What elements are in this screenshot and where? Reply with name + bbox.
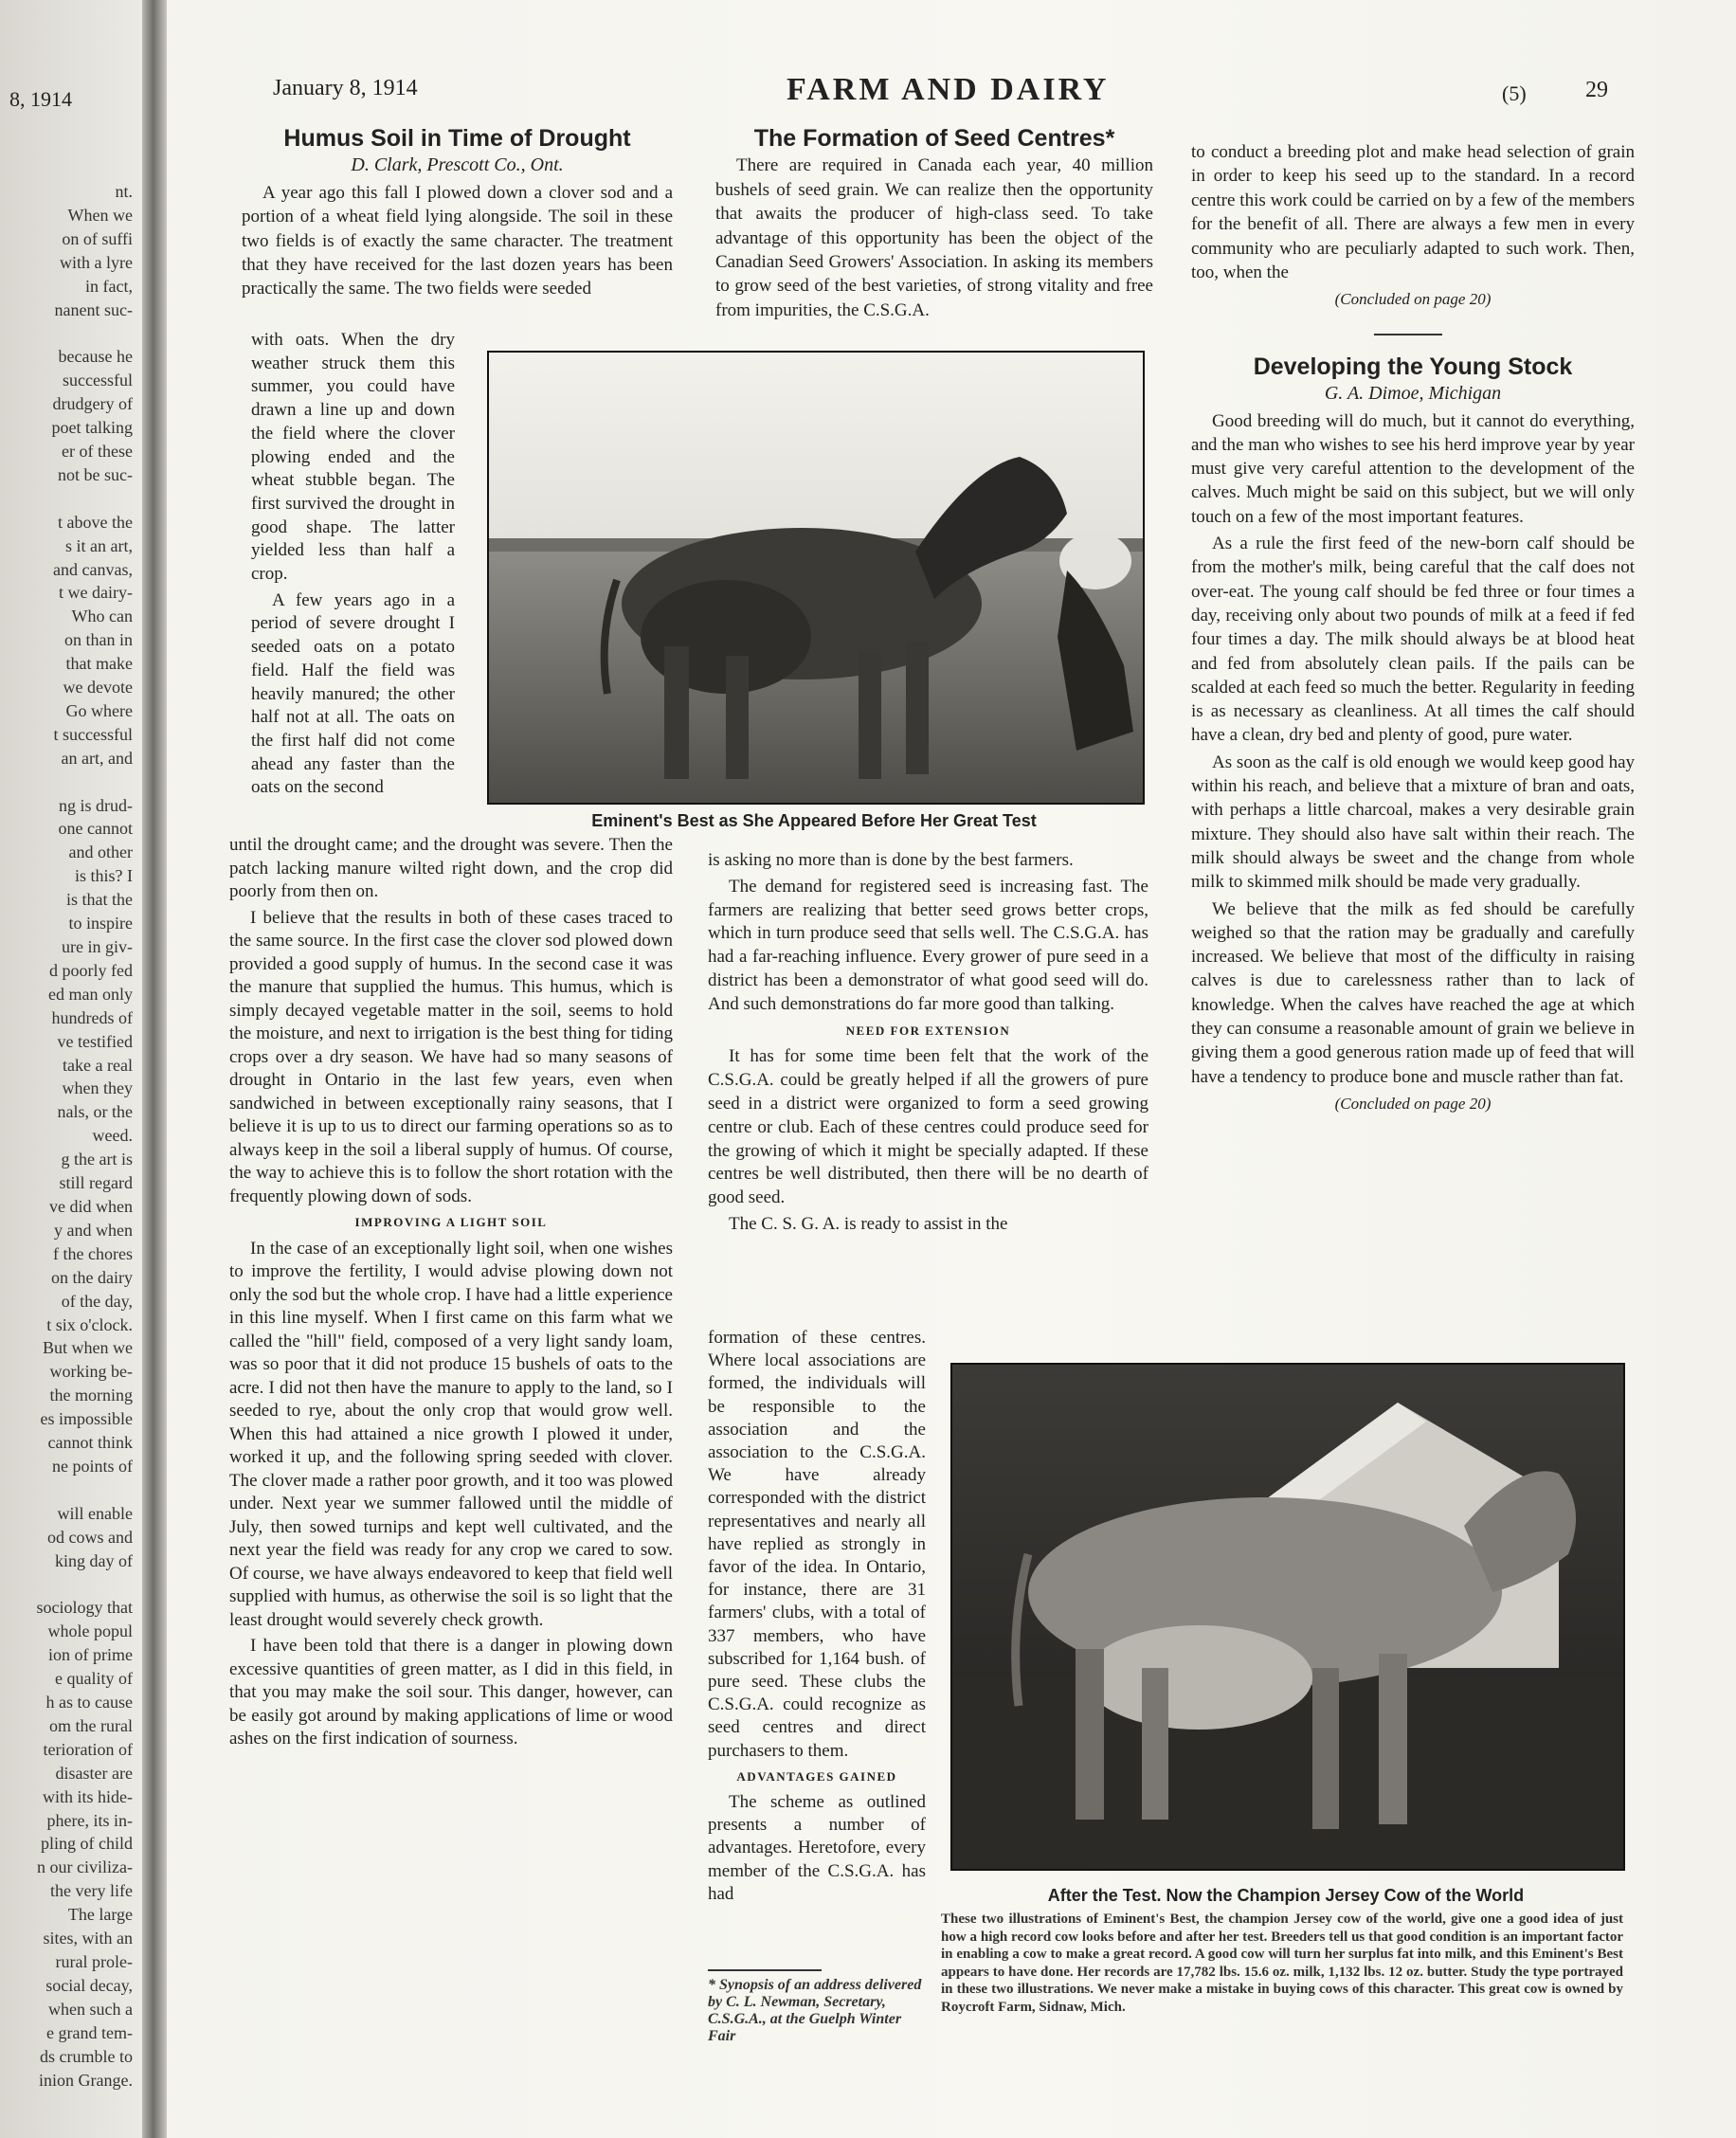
previous-page-line: whole popul — [47, 1622, 133, 1641]
previous-page-line: pling of child — [41, 1834, 133, 1854]
previous-page-line: will enable — [57, 1503, 133, 1523]
previous-page-text-column — [0, 180, 133, 2092]
previous-page-line: d poorly fed — [49, 960, 133, 980]
article-seed-middle — [708, 849, 1148, 1240]
previous-page-line: disaster are — [55, 1763, 133, 1783]
previous-page-line: not be suc- — [58, 464, 133, 484]
article-humus-narrow-column — [251, 329, 455, 803]
article-seed-header — [715, 127, 1153, 325]
previous-page-line: of the day, — [61, 1291, 133, 1311]
previous-page-line: g the art is — [61, 1150, 133, 1169]
article-paragraph: Good breeding will do much, but it cannot do everything, and the man who wishes to see his herd improve year by year must give very careful attention to the development of the calves. Much might be said on this subject, but we will only touch on a few of the most important features. — [1191, 410, 1635, 527]
previous-page-line: drudgery of — [52, 394, 133, 414]
previous-page-line: poet talking — [51, 418, 133, 438]
previous-page-line: working be- — [49, 1362, 133, 1382]
previous-page-line: Who can — [71, 607, 133, 626]
previous-page-line: y and when — [54, 1220, 133, 1240]
previous-page-line: on of suffi — [62, 228, 133, 248]
previous-page-line: e quality of — [55, 1669, 133, 1689]
issue-date: January 8, 1914 — [273, 76, 418, 100]
cow-illustration-image — [489, 353, 1143, 803]
article-footnote: * Synopsis of an address delivered by C. L. Newman, Secretary, C.S.G.A., at the Guelph Winter Fair — [708, 1977, 922, 2044]
article-separator-rule — [1374, 334, 1442, 335]
previous-page-line: on the dairy — [51, 1267, 133, 1287]
cow-illustration-image — [952, 1365, 1623, 1869]
previous-page-line: es impossible — [40, 1409, 133, 1429]
previous-page-line: sites, with an — [43, 1929, 133, 1948]
folio-number: 29 — [1585, 78, 1608, 102]
previous-page-line: ve did when — [49, 1196, 133, 1216]
previous-page-line: Go where — [65, 700, 133, 720]
previous-page-line: to inspire — [68, 914, 133, 933]
article-paragraph: The demand for registered seed is increasing fast. The farmers are realizing that better seed grows better crops, which in turn produce seed that sells well. The C.S.G.A. has had a far-reaching influence. Every grower of pure seed in a district has been a demonstrator of what good seed will do. And such demonstrations do far more good than talking. — [708, 876, 1148, 1014]
previous-page-line: phere, its in- — [46, 1810, 133, 1830]
previous-page-line: the very life — [50, 1881, 133, 1901]
continued-notice: (Concluded on page 20) — [1334, 290, 1492, 309]
previous-page-line — [0, 1572, 133, 1596]
article-paragraph: As a rule the first feed of the new-born calf should be from the mother's milk, being careful that the calf does not over-eat. The young calf should be fed three or four times a day, receiving only about two pounds of milk at a feed if fed four times a day. The milk should always be at blood heat and fed from absolutely clean pails. If the pails can be scalded at each feed so much the better. Regularity in feeding is as necessary as cleanliness. At all times the calf should have a clean, dry bed and plenty of good, pure water. — [1191, 534, 1635, 746]
previous-page-line: is this? I — [75, 866, 133, 886]
previous-page-line: social decay, — [45, 1975, 133, 1995]
article-subheading: ADVANTAGES GAINED — [736, 1768, 897, 1784]
article-paragraph: formation of these centres. Where local associations are formed, the individuals will be responsible to the association and the association to the C.S.G.A. We have already corresponded with the district representatives and nearly all have replied as strongly in favor of the idea. In Ontario, for instance, there are 31 farmers' clubs, with a total of 337 members, who have subscribed for 1,164 bush. of pure seed. These clubs the C.S.G.A. could recognize as seed centres and direct purchasers to them. — [708, 1328, 926, 1761]
previous-page-line: one cannot — [58, 819, 133, 839]
article-paragraph: I believe that the results in both of these cases traced to the same source. In the first case the clover sod plowed down provided a good supply of humus. In the second case it was the manure that supplied the humus. This humus, which is simply decayed vegetable matter in the soil, seems to hold the moisture, and next to irrigation is the best thing for tiding crops over a dry season. We have had so many seasons of drought in Ontario in the last few years, even when sandwiched in between exceptionally rainy seasons, that I believe it is up to us to direct our farming operations so as to always keep in the soil a liberal supply of humus. Of course, the way to achieve this is to follow the short rotation with the frequently plowing down of sods. — [229, 907, 673, 1206]
previous-page-line: n our civiliza- — [37, 1857, 133, 1877]
cow-photo-after-test — [950, 1363, 1625, 1871]
previous-page-line: t above the — [58, 512, 133, 532]
article-title: The Formation of Seed Centres* — [753, 125, 1115, 152]
article-subheading: IMPROVING A LIGHT SOIL — [354, 1215, 548, 1229]
photo-caption-after: After the Test. Now the Champion Jersey Cow of the World — [1047, 1886, 1525, 1905]
section-page-number: (5) — [1502, 82, 1527, 105]
newspaper-title: FARM AND DAIRY — [787, 72, 1110, 107]
previous-page-line: cannot think — [47, 1433, 133, 1453]
article-byline: G. A. Dimoe, Michigan — [1324, 383, 1502, 405]
article-paragraph: A few years ago in a period of severe drought I seeded oats on a potato field. Half the field was heavily manured; the other half not at all. The oats on the first half did not come ahead any faster than the oats on the second — [251, 589, 455, 798]
previous-page-line: that make — [65, 654, 133, 674]
article-humus-body — [229, 834, 673, 1754]
previous-page-line: ng is drud- — [59, 795, 133, 815]
previous-page-line: When we — [67, 205, 133, 225]
article-paragraph: with oats. When the dry weather struck them this summer, you could have drawn a line up and down the field where the clover plowing ended and the wheat stubble began. The first survived the drought in good shape. The latter yielded less than half a crop. — [251, 330, 455, 585]
previous-page-line: and canvas, — [53, 559, 133, 579]
previous-page-line: ne points of — [52, 1456, 133, 1476]
previous-page-line: t six o'clock. — [46, 1314, 133, 1334]
previous-page-line: s it an art, — [65, 535, 133, 555]
previous-page-line: when they — [62, 1078, 133, 1098]
cow-photo-before-test — [487, 351, 1145, 805]
previous-page-line: an art, and — [61, 748, 133, 768]
previous-page-line: t successful — [53, 724, 133, 744]
previous-page-line: successful — [63, 371, 133, 390]
previous-page-line: nt. — [115, 182, 133, 201]
page-header — [180, 72, 1639, 114]
previous-page-line: ve testified — [57, 1031, 133, 1051]
previous-page-line: e grand tem- — [46, 2022, 133, 2042]
previous-page-line: ed man only — [48, 984, 133, 1004]
article-seed-right-column — [1191, 140, 1635, 315]
previous-page-line: when such a — [48, 1999, 133, 2019]
article-subheading: NEED FOR EXTENSION — [845, 1023, 1011, 1038]
article-humus-header — [242, 127, 673, 304]
previous-page-line: nanent suc- — [54, 299, 133, 319]
article-paragraph: A year ago this fall I plowed down a clover sod and a portion of a wheat field lying alongside. The soil in these two fields is of exactly the same character. The treatment that they have received for the last dozen years has been practically the same. The two fields were seeded — [242, 182, 673, 299]
previous-page-line: with a lyre — [60, 252, 133, 272]
previous-page-line: nals, or the — [57, 1102, 133, 1122]
article-paragraph: There are required in Canada each year, 40 million bushels of seed grain. We can realize then the opportunity that awaits the producer of high-class seed. To take advantage of this opportunity has been the object of the Canadian Seed Growers' Association. In asking its members to grow seed of the best varieties, of strong vitality and free from impurities, the C.S.G.A. — [715, 155, 1153, 320]
article-paragraph: The C. S. G. A. is ready to assist in the — [729, 1213, 1008, 1234]
article-paragraph: It has for some time been felt that the work of the C.S.G.A. could be greatly helped if all the growers of pure seed in a district were organized to form a seed growing centre or club. Each of these centres could produce seed for the growing of which it might be specially adapted. If these centres be well distributed, then there will be no dearth of good seed. — [708, 1046, 1148, 1208]
previous-page-line: we devote — [63, 678, 133, 698]
previous-page-line — [0, 321, 133, 345]
article-paragraph: is asking no more than is done by the best farmers. — [708, 850, 1074, 870]
previous-page-line — [0, 487, 133, 511]
previous-page-date: 8, 1914 — [9, 87, 72, 111]
previous-page-line: is that the — [66, 890, 133, 910]
previous-page-line: on than in — [64, 630, 133, 650]
previous-page-line: ion of prime — [48, 1645, 133, 1665]
previous-page-line: sociology that — [36, 1598, 133, 1618]
article-seed-narrow-column — [708, 1327, 926, 1909]
article-title: Humus Soil in Time of Drought — [283, 125, 631, 152]
photo-caption-before: Eminent's Best as She Appeared Before Her Great Test — [591, 811, 1037, 830]
footnote-rule — [708, 1969, 822, 1971]
previous-page-line: ds crumble to — [40, 2046, 133, 2066]
previous-page-line: om the rural — [49, 1715, 133, 1735]
previous-page-line — [0, 770, 133, 794]
previous-page-line: er of these — [62, 441, 133, 461]
article-paragraph: until the drought came; and the drought was severe. Then the patch lacking manure wilted right down, and the crop did poorly from then on. — [229, 835, 673, 901]
previous-page-line: and other — [68, 843, 133, 862]
article-byline: D. Clark, Prescott Co., Ont. — [351, 154, 564, 176]
article-paragraph: As soon as the calf is old enough we would keep good hay within his reach, and believe that a mixture of bran and oats, with perhaps a little charcoal, makes a very desirable grain mixture. They should also have salt within their reach. The milk should always be sweet and the change from whole milk to skimmed milk should be made very gradually. — [1191, 752, 1635, 893]
article-young-stock — [1191, 355, 1635, 1118]
previous-page-line: because he — [58, 347, 133, 367]
previous-page-line: take a real — [63, 1055, 133, 1075]
previous-page-line — [0, 1478, 133, 1502]
previous-page-line: But when we — [43, 1338, 133, 1358]
previous-page-line: inion Grange. — [39, 2070, 133, 2090]
article-paragraph: to conduct a breeding plot and make head selection of grain in order to keep his seed up to the standard. In a record centre this work could be carried on by a few of the members for the benefit of all. There are always a few men in every community who are peculiarly adapted to such work. Then, too, when the — [1191, 142, 1635, 283]
previous-page-line: h as to cause — [45, 1693, 133, 1712]
previous-page-line: od cows and — [47, 1527, 133, 1547]
previous-page-line: king day of — [55, 1550, 133, 1570]
previous-page-line: rural prole- — [55, 1951, 133, 1971]
article-paragraph: We believe that the milk as fed should be carefully weighed so that the ration may be gradually and carefully increased. We believe that most of the difficulty in raising calves is due to carelessness rather than to lack of knowledge. When the calves have reached the age at which they can consume a reasonable amount of grain we believe in giving them a good generous ration made up of feed that will have a tendency to produce bone and muscle rather than fat. — [1191, 898, 1635, 1087]
article-title: Developing the Young Stock — [1253, 353, 1573, 380]
previous-page-line: the morning — [49, 1386, 133, 1405]
previous-page-line: f the chores — [53, 1243, 133, 1263]
article-paragraph: I have been told that there is a danger in plowing down excessive quantities of green matter, as I did in this field, in that you may make the soil sour. This danger, however, can be easily got around by making applications of lime or wood ashes on the first indication of sourness. — [229, 1636, 673, 1748]
previous-page-line: terioration of — [43, 1739, 133, 1759]
article-paragraph: The scheme as outlined presents a number of advantages. Heretofore, every member of the C.S.G.A. has had — [708, 1792, 926, 1904]
previous-page-line: weed. — [92, 1126, 133, 1146]
previous-page-line: The large — [67, 1905, 133, 1925]
previous-page-line: in fact, — [85, 276, 133, 296]
continued-notice: (Concluded on page 20) — [1334, 1094, 1492, 1113]
previous-page-line: still regard — [59, 1173, 133, 1193]
article-paragraph: In the case of an exceptionally light soil, when one wishes to improve the fertility, I would advise plowing down not only the sod but the whole crop. I have had a little experience in this line myself. When I first came on this farm what we called the "hill" field, composed of a very light sandy loam, was so poor that it did not produce 15 bushels of oats to the acre. I did not then have the manure to apply to the land, so I seeded to rye, about the only crop that would grow well. When this had attained a nice growth I plowed it under, worked it up, and the following spring seeded with clover. The clover made a rather poor growth, and it too was plowed under. Next year we summer fallowed until the middle of July, then sowed turnips and kept well cultivated, and the next year the field was ready for any crop we cared to sow. Of course, we have always endeavored to keep that field well supplied with humus, as otherwise the soil is so light that the least drought would severely check growth. — [229, 1238, 673, 1630]
binding-gutter — [142, 0, 167, 2138]
previous-page-line: with its hide- — [43, 1786, 133, 1806]
previous-page-line: hundreds of — [51, 1007, 133, 1027]
previous-page-line: ure in giv- — [62, 937, 133, 956]
previous-page-line: t we dairy- — [59, 583, 133, 603]
photo-description: These two illustrations of Eminent's Best, the champion Jersey cow of the world, give one a good idea of just how a high record cow looks before and after her test. Breeders tell us that good condition is an important factor in enabling a cow to make a great record. A good cow will turn her surplus fat into milk, and this Eminent's Best appears to have done. Her records are 17,782 lbs. 15.6 oz. milk, 1,132 lbs. 12 oz. butter. Study the type portrayed in these two illustrations. We never make a mistake in buying cows of this character. This great cow is owned by Roycroft Farm, Sidnaw, Mich. — [941, 1912, 1623, 2015]
